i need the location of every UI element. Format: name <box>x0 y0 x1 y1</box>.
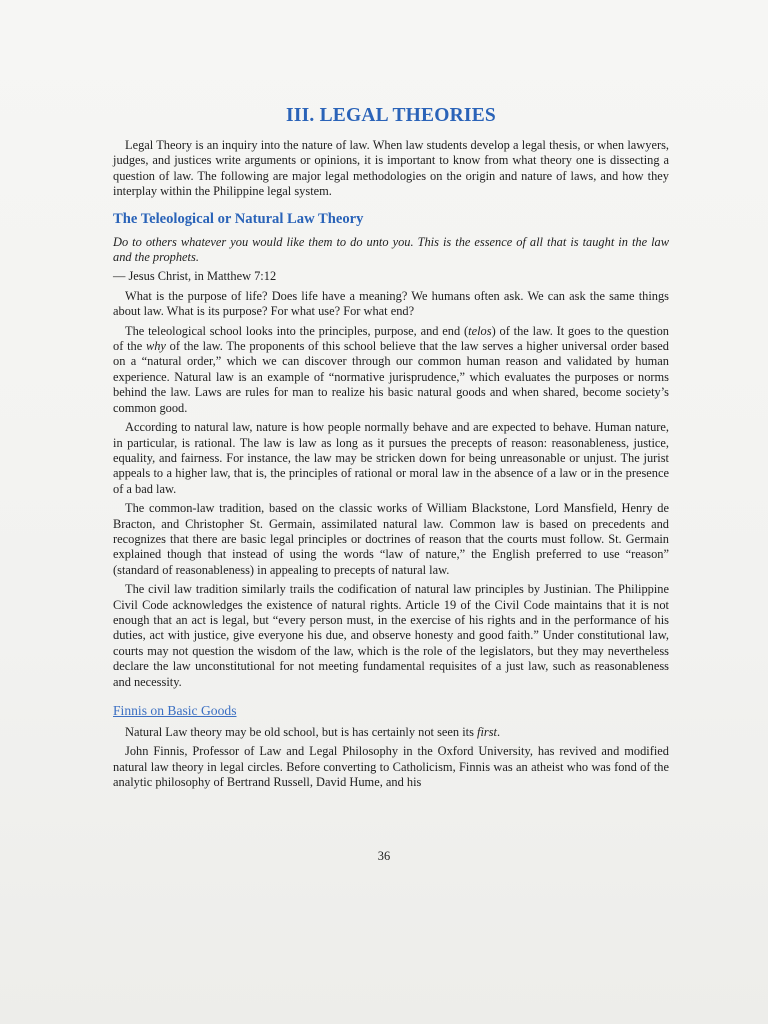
text-run: The teleological school looks into the principles, purpose, and end ( <box>125 323 469 338</box>
italic-term-why: why <box>145 339 166 354</box>
epigraph-attribution: — Jesus Christ, in Matthew 7:12 <box>113 269 277 284</box>
text-run: ) of the law. It goes to the question of the <box>113 323 670 354</box>
italic-term-telos: telos <box>468 323 492 338</box>
paragraph-teleological <box>113 324 669 416</box>
paragraph-old-school <box>113 725 669 740</box>
subsection-heading: Finnis on Basic Goods <box>113 703 237 718</box>
text-run: of the law. The proponents of this school believe that the law serves a higher universal order based on a “natural order,” which we can discover through our common human reason and validated by human experience. Natural law is an example of “normative jurisprudence,” which evaluates the purposes or norms behind the law. Laws are rules for man to realize his basic natural goods and when shared, become society’s common good. <box>113 339 669 415</box>
italic-term-first: first <box>477 725 497 739</box>
paragraph-natural-law: According to natural law, nature is how people normally behave and are expected to behave. Human nature, in particular, is rational. The law is law as long as it pursues the precepts of reason: reasonableness, justice, equality, and fairness. For instance, the law may be stricken down for being unreasonable or unjust. The jurist appeals to a higher law, that is, the principles of rational or moral law in the absence of a law or in the presence of a bad law. <box>113 420 669 496</box>
paragraph-finnis: John Finnis, Professor of Law and Legal Philosophy in the Oxford University, has revived and modified natural law theory in legal circles. Before converting to Catholicism, Finnis was an atheist who was fond of the analytic philosophy of Bertrand Russell, David Hume, and his <box>113 744 669 790</box>
paragraph-civil-law: The civil law tradition similarly trails the codification of natural law principles by Justinian. The Philippine Civil Code acknowledges the existence of natural rights. Article 19 of the Civil Code maintains that it is not enough that an act is legal, but “every person must, in the exercise of his rights and in the performance of his duties, act with justice, give everyone his due, and observe honesty and good faith.” Under constitutional law, courts may not question the wisdom of the law, which is the role of the legislators, but they may nevertheless declare the law unconstitutional for not meeting fundamental requisites of a just law, such as reasonableness and necessity. <box>113 582 669 689</box>
intro-paragraph: Legal Theory is an inquiry into the nature of law. When law students develop a legal thesis, or when lawyers, judges, and justices write arguments or opinions, it is important to know from what theory one is dissecting a question of law. The following are major legal methodologies on the origin and nature of laws, and how they interplay within the Philippine legal system. <box>113 138 669 199</box>
paragraph-purpose: What is the purpose of life? Does life have a meaning? We humans often ask. We can ask the same things about law. What is its purpose? For what use? For what end? <box>113 288 669 319</box>
paragraph-common-law: The common-law tradition, based on the classic works of William Blackstone, Lord Mansfield, Henry de Bracton, and Christopher St. Germain, assimilated natural law. Common law is based on precedents and recognizes that there are basic legal principles or doctrines of reason that the courts must follow. St. Germain explained though that instead of using the words “law of nature,” the English preferred to use “reason” (standard of reasonableness) in appealing to precepts of natural law. <box>113 501 669 577</box>
chapter-title: III. LEGAL THEORIES <box>286 105 496 126</box>
section-heading: The Teleological or Natural Law Theory <box>113 210 364 227</box>
epigraph-quote: Do to others whatever you would like them to do unto you. This is the essence of all that is taught in the law and the prophets. <box>113 234 669 265</box>
text-run: Natural Law theory may be old school, but is has certainly not seen its <box>125 725 478 739</box>
page-number: 36 <box>377 849 391 863</box>
text-run: . <box>497 725 501 739</box>
page-content <box>113 104 669 795</box>
